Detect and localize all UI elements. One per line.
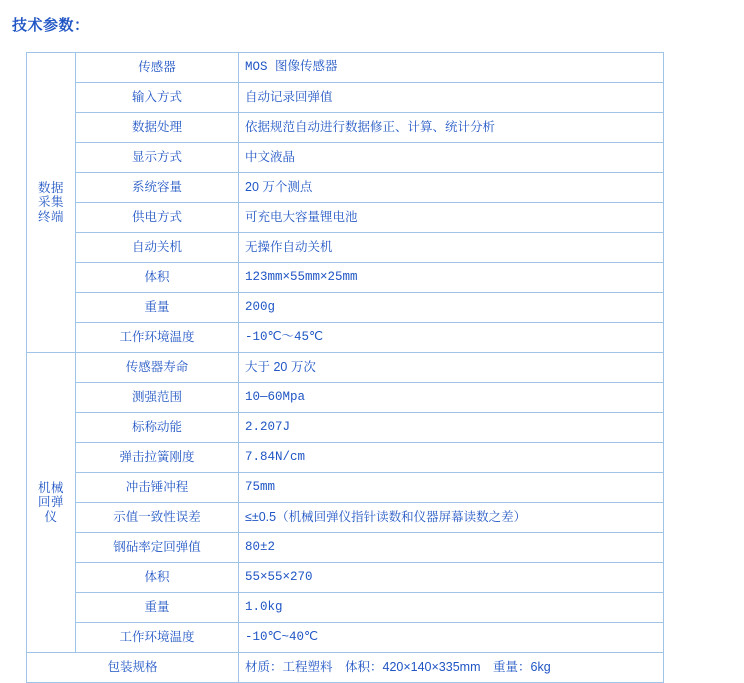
table-row xyxy=(27,413,664,443)
row-key: 重量 xyxy=(76,593,239,623)
row-value: 可充电大容量锂电池 xyxy=(239,203,664,233)
row-key: 供电方式 xyxy=(76,203,239,233)
row-key: 显示方式 xyxy=(76,143,239,173)
row-value: 123mm×55mm×25mm xyxy=(239,263,664,293)
row-value: 55×55×270 xyxy=(239,563,664,593)
row-value: 80±2 xyxy=(239,533,664,563)
table-row xyxy=(27,383,664,413)
row-key: 工作环境温度 xyxy=(76,623,239,653)
table-row xyxy=(27,563,664,593)
table-row xyxy=(27,293,664,323)
table-row xyxy=(27,623,664,653)
row-value: 200g xyxy=(239,293,664,323)
row-value: 2.207J xyxy=(239,413,664,443)
footer-key: 包装规格 xyxy=(27,653,239,683)
row-key: 传感器寿命 xyxy=(76,353,239,383)
row-key: 钢砧率定回弹值 xyxy=(76,533,239,563)
row-key: 测强范围 xyxy=(76,383,239,413)
row-key: 标称动能 xyxy=(76,413,239,443)
table-row-footer xyxy=(27,653,664,683)
row-value: 10—60Mpa xyxy=(239,383,664,413)
row-key: 输入方式 xyxy=(76,83,239,113)
row-key: 系统容量 xyxy=(76,173,239,203)
row-value: ≤±0.5（机械回弹仪指针读数和仪器屏幕读数之差） xyxy=(239,503,664,533)
row-key: 数据处理 xyxy=(76,113,239,143)
row-value: 无操作自动关机 xyxy=(239,233,664,263)
table-row xyxy=(27,263,664,293)
row-value: 75mm xyxy=(239,473,664,503)
row-key: 重量 xyxy=(76,293,239,323)
table-row xyxy=(27,203,664,233)
table-body xyxy=(27,53,664,683)
table-row xyxy=(27,173,664,203)
row-value: 7.84N/cm xyxy=(239,443,664,473)
table-row xyxy=(27,143,664,173)
page-title: 技术参数： xyxy=(12,17,90,34)
row-value: MOS 图像传感器 xyxy=(239,53,664,83)
table-row xyxy=(27,83,664,113)
table-row xyxy=(27,473,664,503)
row-key: 冲击锤冲程 xyxy=(76,473,239,503)
row-value: -10℃～45℃ xyxy=(239,323,664,353)
group-label-cell xyxy=(27,353,76,653)
row-key: 弹击拉簧刚度 xyxy=(76,443,239,473)
table-row xyxy=(27,593,664,623)
row-value: 中文液晶 xyxy=(239,143,664,173)
group-label-cell xyxy=(27,53,76,353)
footer-value: 材质：工程塑料 体积：420×140×335mm 重量：6kg xyxy=(239,653,664,683)
row-key: 传感器 xyxy=(76,53,239,83)
group-label: 数据采集终端 xyxy=(37,180,64,224)
row-value: 大于 20 万次 xyxy=(239,353,664,383)
table-row xyxy=(27,53,664,83)
table-row xyxy=(27,533,664,563)
row-value: 1.0kg xyxy=(239,593,664,623)
row-key: 工作环境温度 xyxy=(76,323,239,353)
row-value: 20 万个测点 xyxy=(239,173,664,203)
row-value: 依据规范自动进行数据修正、计算、统计分析 xyxy=(239,113,664,143)
row-key: 自动关机 xyxy=(76,233,239,263)
specification-table xyxy=(26,52,664,683)
table-row xyxy=(27,443,664,473)
table-row xyxy=(27,353,664,383)
group-label: 机械回弹仪 xyxy=(37,480,64,524)
table-row xyxy=(27,113,664,143)
table-row xyxy=(27,503,664,533)
row-value: 自动记录回弹值 xyxy=(239,83,664,113)
row-value: -10℃~40℃ xyxy=(239,623,664,653)
table-row xyxy=(27,323,664,353)
row-key: 体积 xyxy=(76,563,239,593)
table-row xyxy=(27,233,664,263)
row-key: 体积 xyxy=(76,263,239,293)
row-key: 示值一致性误差 xyxy=(76,503,239,533)
